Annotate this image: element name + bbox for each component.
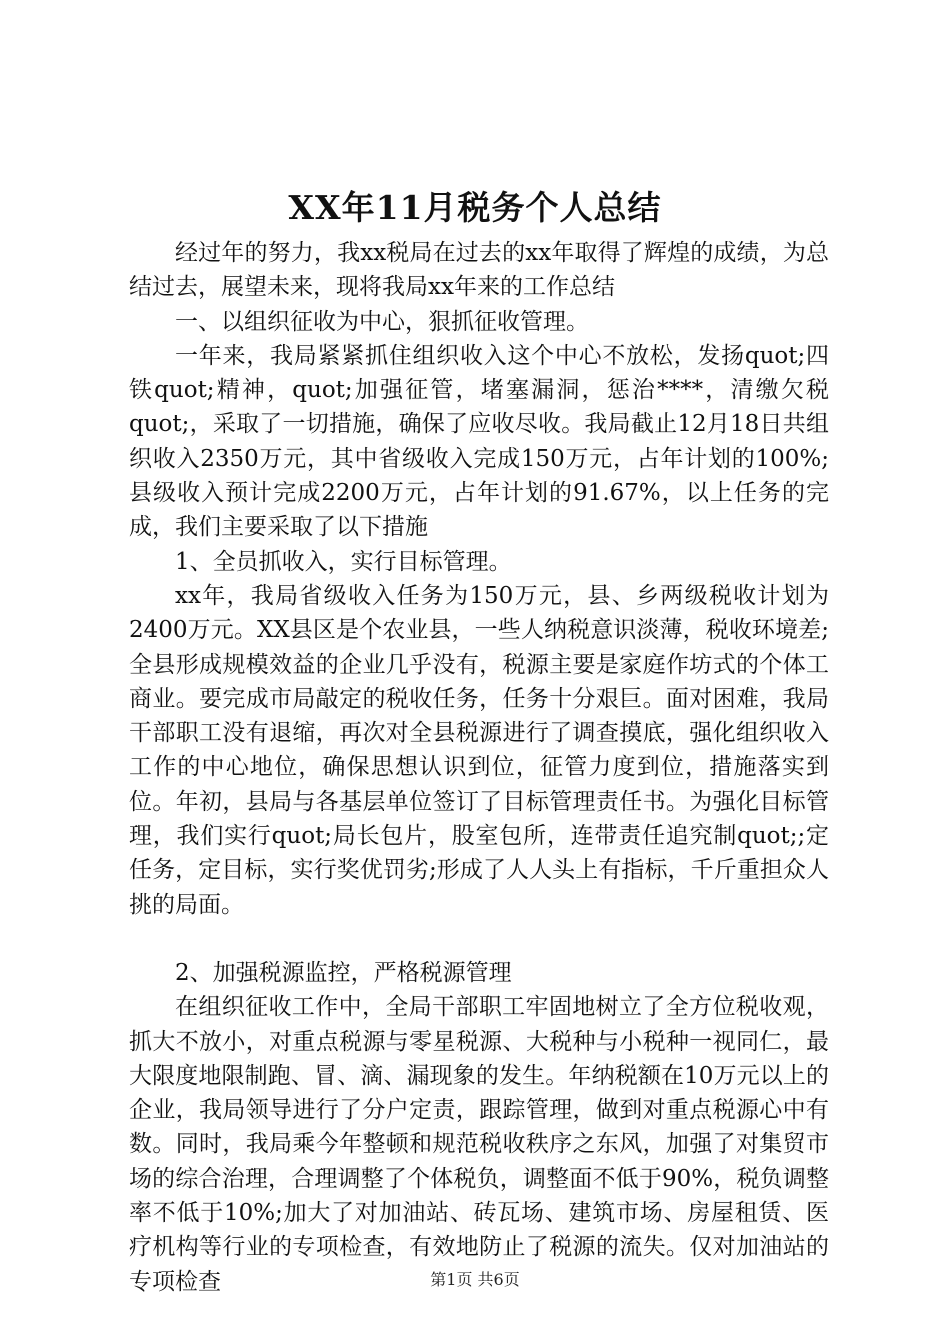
paragraph-section-1-summary: 一年来，我局紧紧抓住组织收入这个中心不放松，发扬quot;四铁quot;精神，quot;加强征管，堵塞漏洞，惩治****，清缴欠税quot;，采取了一切措施，确保了应收尽收。我局截止12月18日共组织收入2350万元，其中省级收入完成150万元，占年计划的100%;县级收入预计完成2200万元，占年计划的91.67%，以上任务的完成，我们主要采取了以下措施 (129, 342, 829, 541)
paragraph-measure-1: xx年，我局省级收入任务为150万元，县、乡两级税收计划为2400万元。XX县区是个农业县，一些人纳税意识淡薄，税收环境差;全县形成规模效益的企业几乎没有，税源主要是家庭作坊式的个体工商业。要完成市局敲定的税收任务，任务十分艰巨。面对困难，我局干部职工没有退缩，再次对全县税源进行了调查摸底，强化组织收入工作的中心地位，确保思想认识到位，征管力度到位，措施落实到位。年初，县局与各基层单位签订了目标管理责任书。为强化目标管理，我们实行quot;局长包片，股室包所，连带责任追究制quot;;定任务，定目标，实行奖优罚劣;形成了人人头上有指标，千斤重担众人挑的局面。 (129, 582, 829, 918)
paragraph-intro: 经过年的努力，我xx税局在过去的xx年取得了辉煌的成绩，为总结过去，展望未来，现将我局xx年来的工作总结 (129, 240, 829, 301)
document-title: XX年11月税务个人总结 (288, 188, 662, 227)
heading-measure-1: 1、全员抓收入，实行目标管理。 (175, 548, 512, 575)
page-footer: 第1页 共6页 (430, 1270, 520, 1289)
heading-measure-2: 2、加强税源监控，严格税源管理 (175, 959, 512, 986)
heading-section-1: 一、以组织征收为中心，狠抓征收管理。 (175, 308, 589, 335)
document-body (129, 236, 829, 1299)
paragraph-measure-2: 在组织征收工作中，全局干部职工牢固地树立了全方位税收观，抓大不放小，对重点税源与零星税源、大税种与小税种一视同仁，最大限度地限制跑、冒、滴、漏现象的发生。年纳税额在10万元以上的企业，我局领导进行了分户定责，跟踪管理，做到对重点税源心中有数。同时，我局乘今年整顿和规范税收秩序之东风，加强了对集贸市场的综合治理，合理调整了个体税负，调整面不低于90%，税负调整率不低于10%;加大了对加油站、砖瓦场、建筑市场、房屋租赁、医疗机构等行业的专项检查，有效地防止了税源的流失。仅对加油站的专项检查 (129, 994, 829, 1295)
